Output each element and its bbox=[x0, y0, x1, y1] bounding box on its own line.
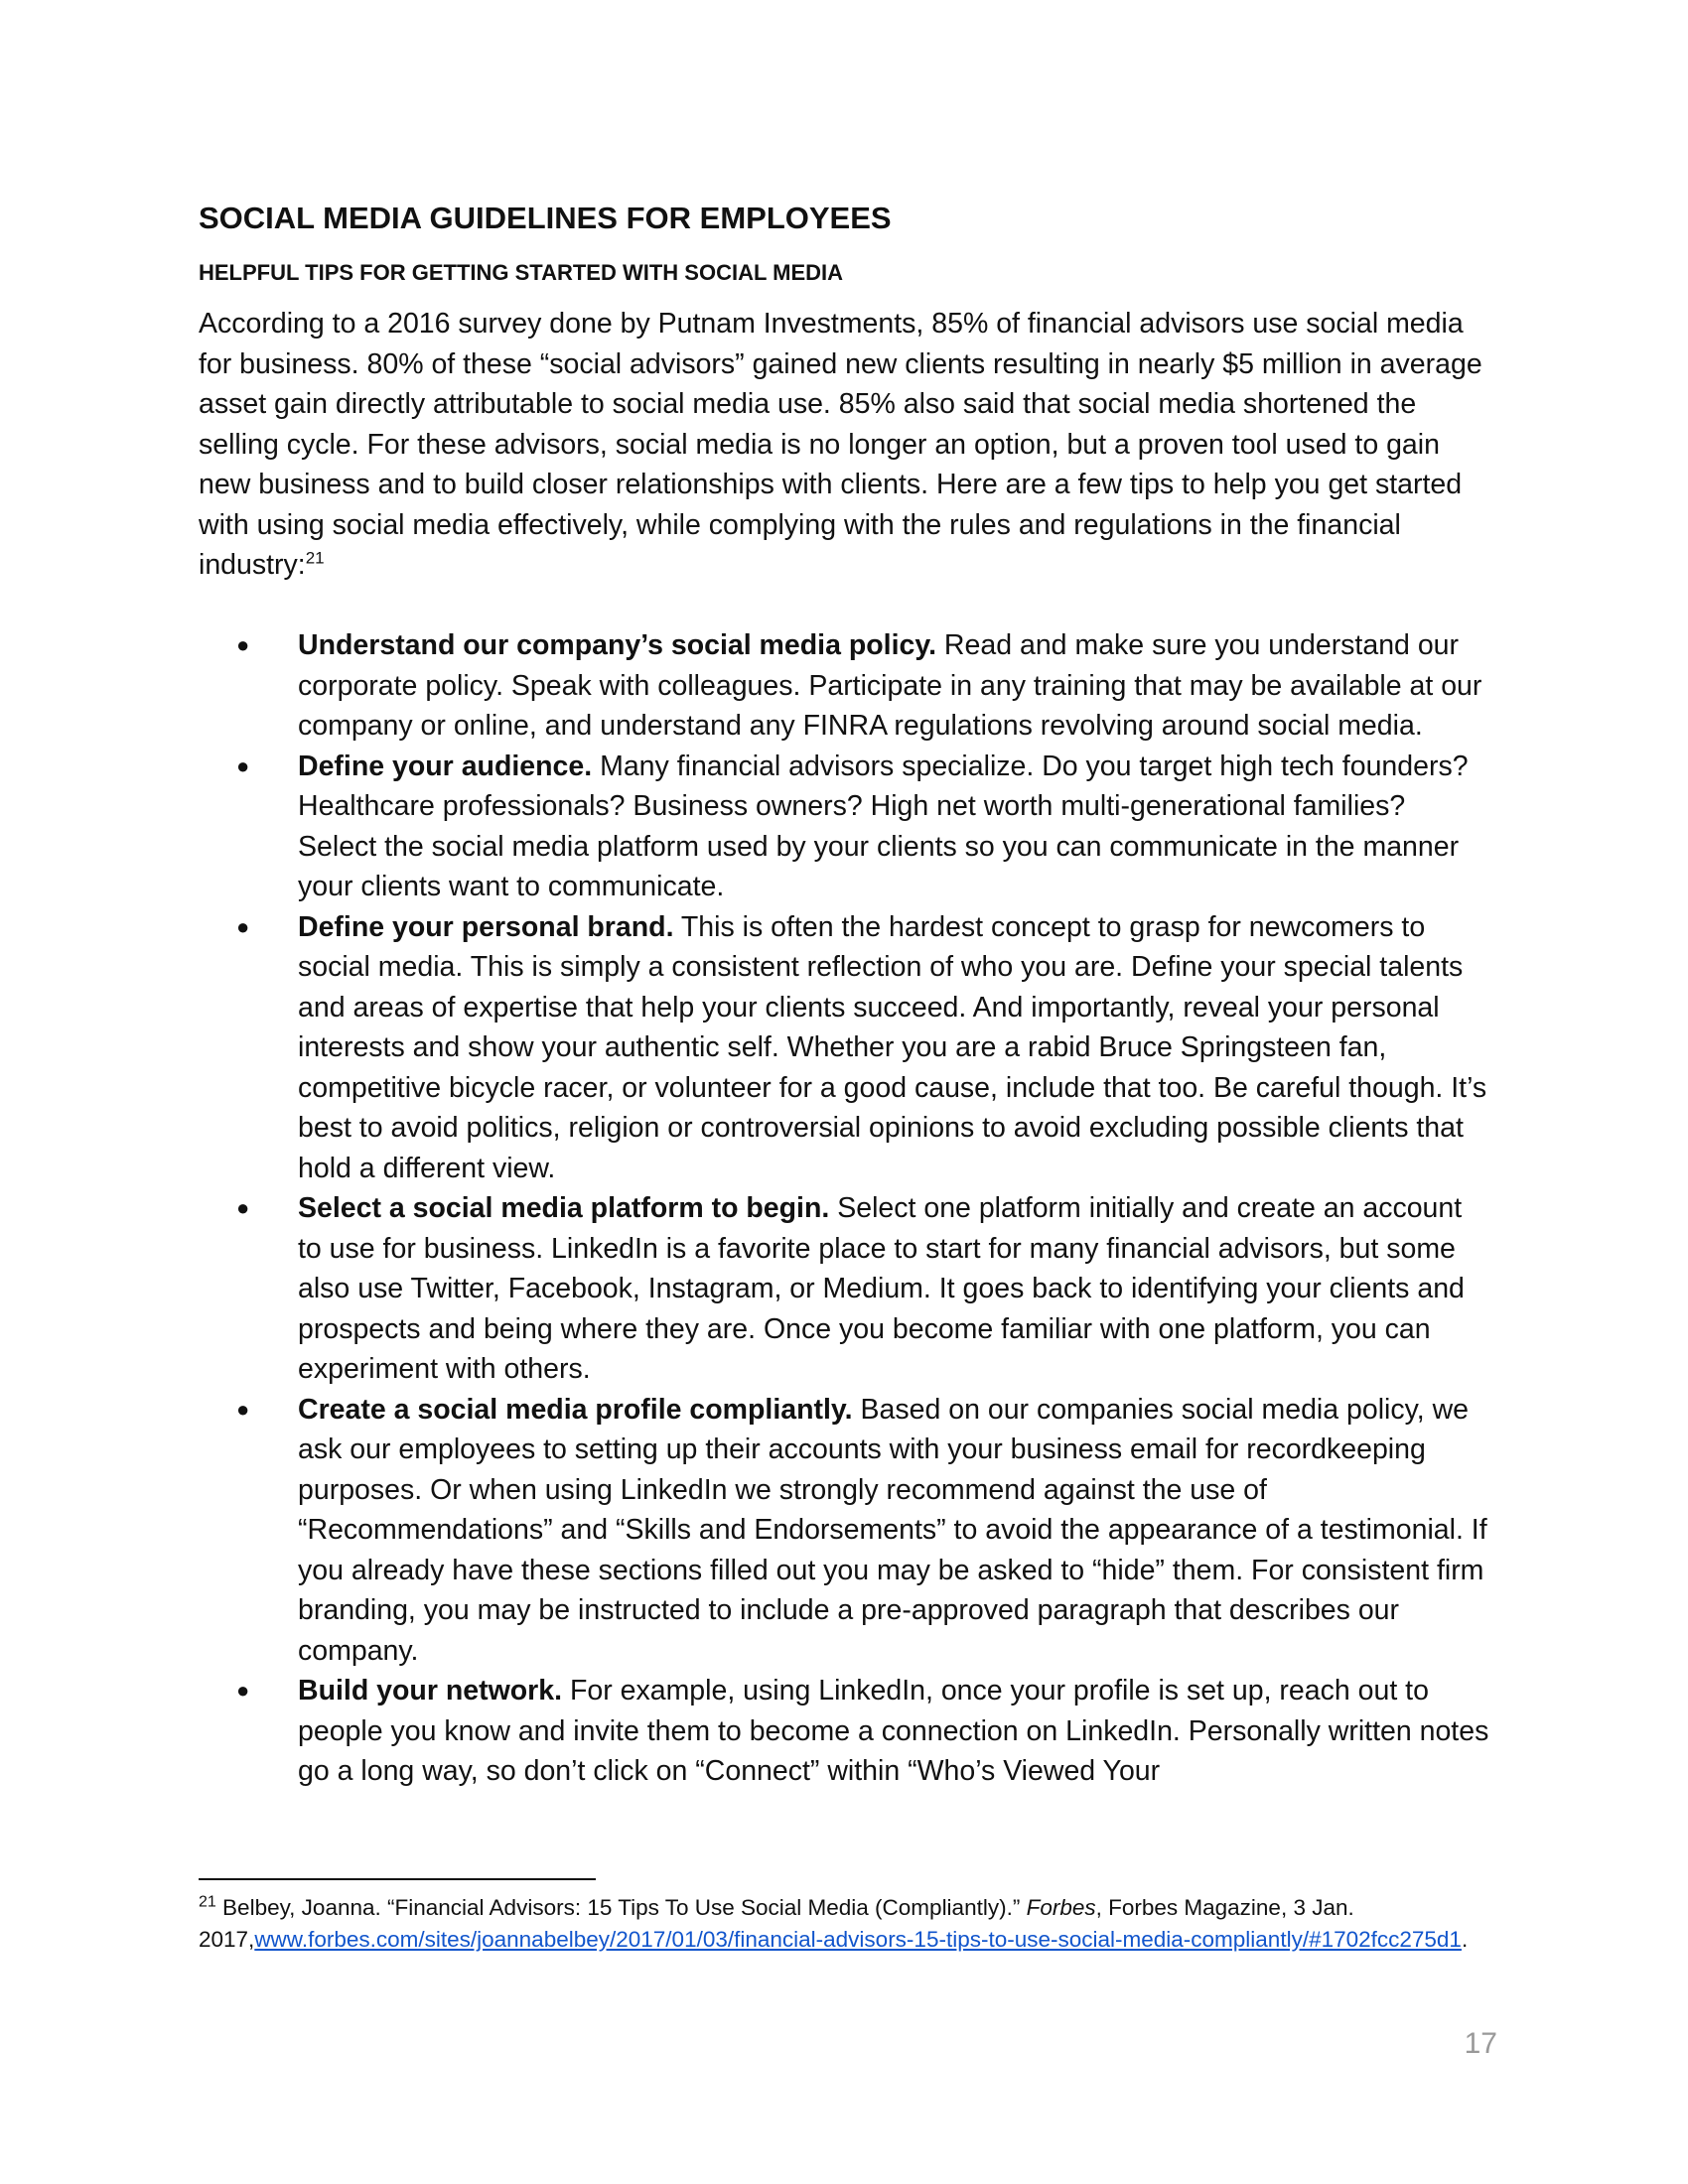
tip-text: For example, using LinkedIn, once your profile is set up, reach out to people you know and invite them to become a connection on LinkedIn. Personally written notes go a long way, so don’t click on “Connect” within “Who’s Viewed Your bbox=[298, 1675, 1489, 1787]
footnote-publication: Forbes bbox=[1026, 1895, 1096, 1920]
tip-text: This is often the hardest concept to grasp for newcomers to social media. This is simply a consistent reflection of who you are. Define your special talents and areas of expertise that help your clients succeed. And importantly, reveal your personal interests and show your authentic self. Whether you are a rabid Bruce Springsteen fan, competitive bicycle racer, or volunteer for a good cause, include that too. Be careful though. It’s best to avoid politics, religion or controversial opinions to avoid excluding possible clients that hold a different view. bbox=[298, 910, 1487, 1184]
page-title: SOCIAL MEDIA GUIDELINES FOR EMPLOYEES bbox=[199, 201, 892, 235]
footnote-divider bbox=[199, 1878, 596, 1880]
tip-text: Many financial advisors specialize. Do you target high tech founders? Healthcare professionals? Business owners? High net worth multi-generational families? Select the social media platform used by your clients so you can communicate in the manner your clients want to communicate. bbox=[298, 750, 1469, 902]
footnote-link[interactable]: www.forbes.com/sites/joannabelbey/2017/01/03/financial-advisors-15-tips-to-use-social-media-compliantly/#1702fcc275d1 bbox=[254, 1927, 1462, 1952]
tip-title: Select a social media platform to begin. bbox=[298, 1192, 830, 1224]
footnote-end: . bbox=[1461, 1927, 1469, 1952]
tip-text: Select one platform initially and create an account to use for business. LinkedIn is a favorite place to start for many financial advisors, but some also use Twitter, Facebook, Instagram, or Medium. It goes back to identifying your clients and prospects and being where they are. Once you become familiar with one platform, you can experiment with others. bbox=[298, 1192, 1465, 1385]
section-subtitle: HELPFUL TIPS FOR GETTING STARTED WITH SOCIAL MEDIA bbox=[199, 260, 843, 285]
page-number: 17 bbox=[1464, 2027, 1497, 2060]
footnote-reference[interactable]: 21 bbox=[305, 548, 325, 568]
list-item bbox=[199, 1671, 1489, 1792]
tips-list bbox=[199, 625, 1489, 1792]
footnote-number: 21 bbox=[199, 1893, 216, 1911]
bullet-icon: ● bbox=[236, 1396, 250, 1422]
footnote bbox=[199, 1892, 1489, 1956]
list-item bbox=[199, 747, 1489, 907]
list-item bbox=[199, 907, 1489, 1189]
list-item bbox=[199, 1390, 1489, 1672]
bullet-icon: ● bbox=[236, 913, 250, 939]
bullet-icon: ● bbox=[236, 1678, 250, 1703]
tip-title: Understand our company’s social media policy. bbox=[298, 629, 937, 661]
intro-paragraph bbox=[199, 304, 1489, 586]
bullet-icon: ● bbox=[236, 632, 250, 657]
tip-title: Build your network. bbox=[298, 1675, 563, 1706]
tip-title: Create a social media profile compliantly. bbox=[298, 1393, 853, 1426]
footnote-citation: Belbey, Joanna. “Financial Advisors: 15 Tips To Use Social Media (Compliantly).” bbox=[215, 1895, 1027, 1920]
tip-text: Read and make sure you understand our corporate policy. Speak with colleagues. Participate in any training that may be available at our company or online, and understand any FINRA regulations revolving around social media. bbox=[298, 629, 1482, 742]
tip-title: Define your personal brand. bbox=[298, 910, 674, 943]
list-item bbox=[199, 625, 1489, 747]
list-item bbox=[199, 1188, 1489, 1390]
bullet-icon: ● bbox=[236, 752, 250, 778]
bullet-icon: ● bbox=[236, 1195, 250, 1220]
tip-text: Based on our companies social media policy, we ask our employees to setting up their accounts with your business email for recordkeeping purposes. Or when using LinkedIn we strongly recommend against the use of “Recommendations” and “Skills and Endorsements” to avoid the appearance of a testimonial. If you already have these sections filled out you may be asked to “hide” them. For consistent firm branding, you may be instructed to include a pre-approved paragraph that describes our company. bbox=[298, 1393, 1487, 1667]
footnote-publisher-date: , Forbes Magazine, 3 Jan. 2017, bbox=[199, 1895, 1354, 1952]
tip-title: Define your audience. bbox=[298, 750, 593, 782]
intro-text: According to a 2016 survey done by Putnam Investments, 85% of financial advisors use social media for business. 80% of these “social advisors” gained new clients resulting in nearly $5 million in average asset gain directly attributable to social media use. 85% also said that social media shortened the selling cycle. For these advisors, social media is no longer an option, but a proven tool used to gain new business and to build closer relationships with clients. Here are a few tips to help you get started with using social media effectively, while complying with the rules and regulations in the financial industry: bbox=[199, 308, 1482, 581]
